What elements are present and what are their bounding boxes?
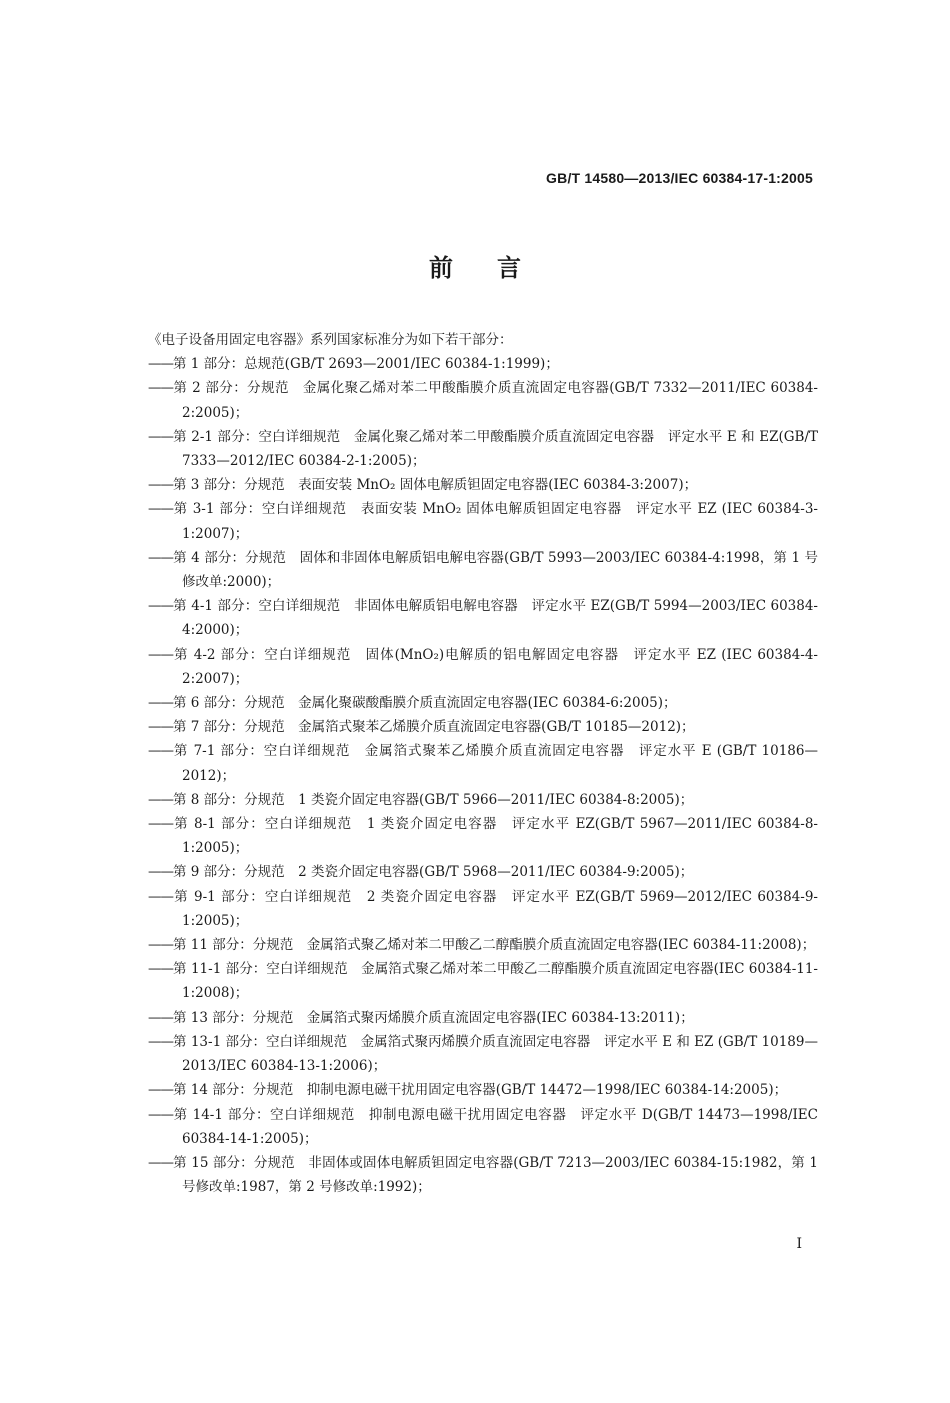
list-item-text: 第 8 部分：分规范 1 类瓷介固定电容器(GB/T 5966—2011/IEC 60384-8:2005)； [173,791,694,808]
list-item [148,1103,818,1151]
list-item-text: 第 8-1 部分：空白详细规范 1 类瓷介固定电容器 评定水平 EZ(GB/T 5967—2011/IEC 60384-8-1:2005)； [173,816,818,857]
list-item [148,473,818,497]
list-item-text: 第 11-1 部分：空白详细规范 金属箔式聚乙烯对苯二甲酸乙二醇酯膜介质直流固定电容器(IEC 60384-11-1:2008)； [173,961,818,1002]
list-dash: —— [148,356,173,373]
page-number: I [796,1236,802,1252]
standard-code: GB/T 14580—2013/IEC 60384-17-1:2005 [546,170,813,186]
list-item [148,1151,818,1199]
list-item [148,812,818,860]
list-item [148,691,818,715]
list-dash: —— [148,598,173,615]
list-dash: —— [148,1082,173,1099]
list-item [148,425,818,473]
list-item-text: 第 14 部分：分规范 抑制电源电磁干扰用固定电容器(GB/T 14472—1998/IEC 60384-14:2005)； [173,1082,788,1099]
list-item-text: 第 2 部分：分规范 金属化聚乙烯对苯二甲酸酯膜介质直流固定电容器(GB/T 7332—2011/IEC 60384-2:2005)； [173,380,818,421]
list-item [148,352,818,376]
list-item-text: 第 1 部分：总规范(GB/T 2693—2001/IEC 60384-1:1999)； [173,356,559,373]
parts-list [148,352,818,1199]
intro-paragraph: 《电子设备用固定电容器》系列国家标准分为如下若干部分： [148,332,513,348]
list-dash: —— [148,1154,173,1171]
list-item [148,643,818,691]
list-dash: —— [148,477,173,494]
list-dash: —— [148,1033,173,1050]
list-item [148,497,818,545]
list-item [148,933,818,957]
list-item-text: 第 13-1 部分：空白详细规范 金属箔式聚丙烯膜介质直流固定电容器 评定水平 E 和 EZ (GB/T 10189—2013/IEC 60384-13-1:2006)； [173,1033,818,1075]
list-item-text: 第 7 部分：分规范 金属箔式聚苯乙烯膜介质直流固定电容器(GB/T 10185—2012)； [173,719,695,736]
list-item [148,546,818,594]
list-dash: —— [148,719,173,736]
list-item-text: 第 6 部分：分规范 金属化聚碳酸酯膜介质直流固定电容器(IEC 60384-6:2005)； [173,695,677,712]
list-dash: —— [148,791,173,808]
list-item [148,788,818,812]
page-title: 前言 [429,254,565,282]
list-dash: —— [148,1106,173,1123]
list-item-text: 第 4-2 部分：空白详细规范 固体(MnO₂)电解质的铝电解固定电容器 评定水平 EZ (IEC 60384-4-2:2007)； [173,646,818,687]
list-item [148,1006,818,1030]
list-item [148,1078,818,1102]
list-item [148,885,818,933]
list-dash: —— [148,501,173,518]
list-dash: —— [148,695,173,712]
list-dash: —— [148,816,173,833]
list-item-text: 第 9 部分：分规范 2 类瓷介固定电容器(GB/T 5968—2011/IEC 60384-9:2005)； [173,864,694,881]
list-item-text: 第 7-1 部分：空白详细规范 金属箔式聚苯乙烯膜介质直流固定电容器 评定水平 E (GB/T 10186—2012)； [173,743,818,784]
list-item [148,957,818,1005]
list-dash: —— [148,961,173,978]
list-item-text: 第 4-1 部分：空白详细规范 非固体电解质铝电解电容器 评定水平 EZ(GB/T 5994—2003/IEC 60384-4:2000)； [173,598,818,639]
list-item [148,860,818,884]
list-item-text: 第 15 部分：分规范 非固体或固体电解质钽固定电容器(GB/T 7213—2003/IEC 60384-15:1982，第 1 号修改单:1987，第 2 号修改单:1992)； [173,1154,818,1196]
list-item-text: 第 11 部分：分规范 金属箔式聚乙烯对苯二甲酸乙二醇酯膜介质直流固定电容器(IEC 60384-11:2008)； [173,937,816,954]
list-item-text: 第 9-1 部分：空白详细规范 2 类瓷介固定电容器 评定水平 EZ(GB/T 5969—2012/IEC 60384-9-1:2005)； [173,888,818,929]
list-item-text: 第 14-1 部分：空白详细规范 抑制电源电磁干扰用固定电容器 评定水平 D(GB/T 14473—1998/IEC 60384-14-1:2005)； [173,1106,818,1147]
list-dash: —— [148,743,173,760]
list-item-text: 第 4 部分：分规范 固体和非固体电解质铝电解电容器(GB/T 5993—2003/IEC 60384-4:1998，第 1 号修改单:2000)； [173,549,818,591]
list-item [148,594,818,642]
list-item [148,739,818,787]
list-dash: —— [148,549,173,566]
list-item-text: 第 3-1 部分：空白详细规范 表面安装 MnO₂ 固体电解质钽固定电容器 评定水平 EZ (IEC 60384-3-1:2007)； [173,501,818,542]
list-item-text: 第 2-1 部分：空白详细规范 金属化聚乙烯对苯二甲酸酯膜介质直流固定电容器 评定水平 E 和 EZ(GB/T 7333—2012/IEC 60384-2-1:2005)； [173,428,818,470]
list-item [148,376,818,424]
list-item-text: 第 13 部分：分规范 金属箔式聚丙烯膜介质直流固定电容器(IEC 60384-13:2011)； [173,1009,694,1026]
list-item [148,1030,818,1078]
document-body [148,328,818,1199]
list-dash: —— [148,937,173,954]
list-item-text: 第 3 部分：分规范 表面安装 MnO₂ 固体电解质钽固定电容器(IEC 60384-3:2007)； [173,477,698,494]
list-item [148,715,818,739]
list-dash: —— [148,380,173,397]
list-dash: —— [148,888,173,905]
list-dash: —— [148,428,173,445]
list-dash: —— [148,646,173,663]
list-dash: —— [148,864,173,881]
list-dash: —— [148,1009,173,1026]
